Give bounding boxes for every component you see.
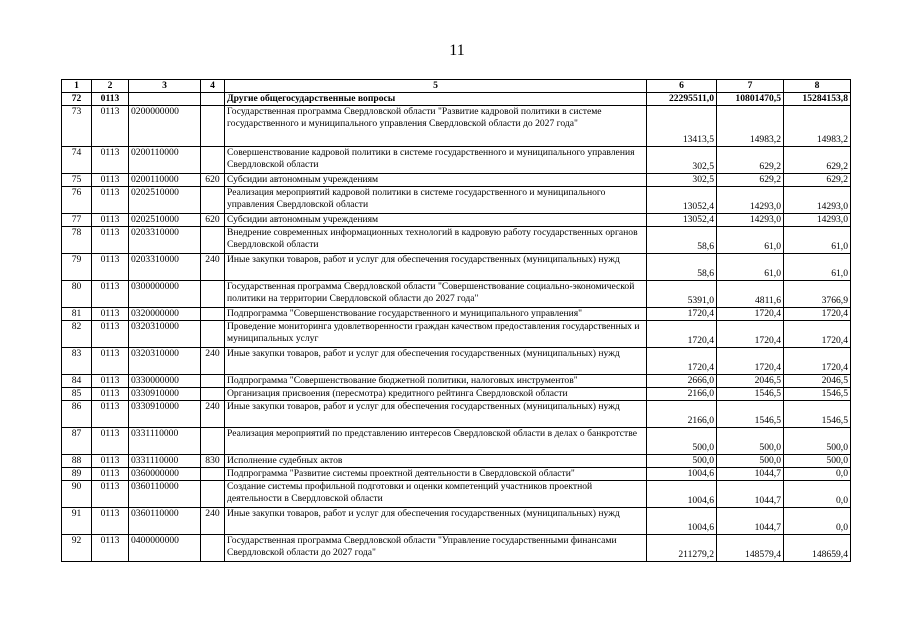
- section-code-cell: 0113: [92, 535, 129, 562]
- table-row: [62, 174, 851, 187]
- expense-type-cell: 830: [201, 455, 225, 468]
- amount-col6-cell: 1004,6: [647, 508, 717, 535]
- item-name-cell: Реализация мероприятий по представлению интересов Свердловской области в делах о банкротстве: [225, 428, 647, 455]
- row-number-cell: 90: [62, 481, 92, 508]
- target-code-cell: 0300000000: [129, 281, 201, 308]
- target-code-cell: 0200110000: [129, 147, 201, 174]
- amount-col6-cell: 1004,6: [647, 481, 717, 508]
- item-name-cell: Проведение мониторинга удовлетворенности граждан качеством предоставления государственных и муниципальных услуг: [225, 321, 647, 348]
- section-code-cell: 0113: [92, 348, 129, 375]
- item-name-cell: Реализация мероприятий кадровой политики в системе государственного и муниципального управления Свердловской области: [225, 187, 647, 214]
- column-header: 2: [92, 80, 129, 93]
- item-name-cell: Другие общегосударственные вопросы: [225, 93, 647, 106]
- amount-col7-cell: 2046,5: [717, 375, 784, 388]
- amount-col6-cell: 302,5: [647, 147, 717, 174]
- table-row: [62, 227, 851, 254]
- amount-col7-cell: 10801470,5: [717, 93, 784, 106]
- section-code-cell: 0113: [92, 308, 129, 321]
- amount-col7-cell: 629,2: [717, 147, 784, 174]
- item-name-cell: Совершенствование кадровой политики в системе государственного и муниципального управления Свердловской области: [225, 147, 647, 174]
- expense-type-cell: [201, 428, 225, 455]
- table-row: [62, 321, 851, 348]
- expense-type-cell: 240: [201, 254, 225, 281]
- item-name-cell: Внедрение современных информационных технологий в кадровую работу государственных органов Свердловской области: [225, 227, 647, 254]
- amount-col6-cell: 13413,5: [647, 106, 717, 147]
- row-number-cell: 78: [62, 227, 92, 254]
- column-header: 3: [129, 80, 201, 93]
- amount-col8-cell: 61,0: [784, 227, 851, 254]
- amount-col7-cell: 14293,0: [717, 214, 784, 227]
- amount-col6-cell: 1720,4: [647, 348, 717, 375]
- expense-type-cell: 240: [201, 348, 225, 375]
- target-code-cell: [129, 93, 201, 106]
- row-number-cell: 79: [62, 254, 92, 281]
- table-row: [62, 401, 851, 428]
- item-name-cell: Подпрограмма "Развитие системы проектной деятельности в Свердловской области": [225, 468, 647, 481]
- column-header: 4: [201, 80, 225, 93]
- table-row: [62, 375, 851, 388]
- row-number-cell: 81: [62, 308, 92, 321]
- target-code-cell: 0320310000: [129, 321, 201, 348]
- table-row: [62, 348, 851, 375]
- expense-type-cell: [201, 147, 225, 174]
- row-number-cell: 76: [62, 187, 92, 214]
- expense-type-cell: [201, 388, 225, 401]
- amount-col6-cell: 211279,2: [647, 535, 717, 562]
- target-code-cell: 0330000000: [129, 375, 201, 388]
- page-number: 11: [449, 42, 465, 59]
- amount-col8-cell: 629,2: [784, 174, 851, 187]
- target-code-cell: 0320310000: [129, 348, 201, 375]
- section-code-cell: 0113: [92, 481, 129, 508]
- row-number-cell: 77: [62, 214, 92, 227]
- expense-type-cell: [201, 375, 225, 388]
- row-number-cell: 88: [62, 455, 92, 468]
- row-number-cell: 86: [62, 401, 92, 428]
- amount-col6-cell: 500,0: [647, 428, 717, 455]
- target-code-cell: 0360000000: [129, 468, 201, 481]
- amount-col8-cell: 15284153,8: [784, 93, 851, 106]
- amount-col7-cell: 1044,7: [717, 508, 784, 535]
- amount-col8-cell: 14983,2: [784, 106, 851, 147]
- amount-col7-cell: 629,2: [717, 174, 784, 187]
- section-code-cell: 0113: [92, 106, 129, 147]
- section-code-cell: 0113: [92, 214, 129, 227]
- amount-col8-cell: 14293,0: [784, 214, 851, 227]
- table-row: [62, 428, 851, 455]
- section-code-cell: 0113: [92, 428, 129, 455]
- section-code-cell: 0113: [92, 455, 129, 468]
- table-row: [62, 468, 851, 481]
- column-header: 6: [647, 80, 717, 93]
- table-row: [62, 147, 851, 174]
- item-name-cell: Государственная программа Свердловской области "Совершенствование социально-экономической политики на территории Свердловской области до 2027 года": [225, 281, 647, 308]
- table-row: [62, 455, 851, 468]
- target-code-cell: 0202510000: [129, 187, 201, 214]
- table-row: [62, 254, 851, 281]
- section-code-cell: 0113: [92, 401, 129, 428]
- table-row: [62, 281, 851, 308]
- target-code-cell: 0200000000: [129, 106, 201, 147]
- amount-col8-cell: 629,2: [784, 147, 851, 174]
- amount-col7-cell: 500,0: [717, 455, 784, 468]
- item-name-cell: Субсидии автономным учреждениям: [225, 174, 647, 187]
- amount-col6-cell: 500,0: [647, 455, 717, 468]
- amount-col7-cell: 1720,4: [717, 321, 784, 348]
- amount-col7-cell: 14293,0: [717, 187, 784, 214]
- table-row: [62, 214, 851, 227]
- amount-col8-cell: 14293,0: [784, 187, 851, 214]
- amount-col6-cell: 1720,4: [647, 321, 717, 348]
- row-number-cell: 75: [62, 174, 92, 187]
- table-row: [62, 93, 851, 106]
- table-row: [62, 388, 851, 401]
- amount-col7-cell: 1546,5: [717, 388, 784, 401]
- expense-type-cell: [201, 227, 225, 254]
- amount-col8-cell: 3766,9: [784, 281, 851, 308]
- row-number-cell: 87: [62, 428, 92, 455]
- table-row: [62, 508, 851, 535]
- row-number-cell: 91: [62, 508, 92, 535]
- amount-col7-cell: 1720,4: [717, 308, 784, 321]
- target-code-cell: 0202510000: [129, 214, 201, 227]
- expense-type-cell: [201, 187, 225, 214]
- item-name-cell: Исполнение судебных актов: [225, 455, 647, 468]
- amount-col8-cell: 61,0: [784, 254, 851, 281]
- column-header: 8: [784, 80, 851, 93]
- target-code-cell: 0320000000: [129, 308, 201, 321]
- amount-col7-cell: 61,0: [717, 227, 784, 254]
- table-row: [62, 481, 851, 508]
- section-code-cell: 0113: [92, 321, 129, 348]
- amount-col7-cell: 61,0: [717, 254, 784, 281]
- table-row: [62, 106, 851, 147]
- section-code-cell: 0113: [92, 254, 129, 281]
- amount-col6-cell: 58,6: [647, 254, 717, 281]
- item-name-cell: Иные закупки товаров, работ и услуг для обеспечения государственных (муниципальных) нужд: [225, 348, 647, 375]
- section-code-cell: 0113: [92, 375, 129, 388]
- expense-type-cell: [201, 321, 225, 348]
- item-name-cell: Государственная программа Свердловской области "Развитие кадровой политики в системе государственного и муниципального управления Свердловской области до 2027 года": [225, 106, 647, 147]
- budget-table: [61, 79, 851, 562]
- amount-col7-cell: 4811,6: [717, 281, 784, 308]
- target-code-cell: 0360110000: [129, 508, 201, 535]
- amount-col8-cell: 500,0: [784, 428, 851, 455]
- row-number-cell: 89: [62, 468, 92, 481]
- row-number-cell: 73: [62, 106, 92, 147]
- target-code-cell: 0330910000: [129, 401, 201, 428]
- target-code-cell: 0400000000: [129, 535, 201, 562]
- item-name-cell: Субсидии автономным учреждениям: [225, 214, 647, 227]
- amount-col6-cell: 22295511,0: [647, 93, 717, 106]
- amount-col6-cell: 2166,0: [647, 401, 717, 428]
- row-number-cell: 83: [62, 348, 92, 375]
- row-number-cell: 82: [62, 321, 92, 348]
- section-code-cell: 0113: [92, 468, 129, 481]
- item-name-cell: Иные закупки товаров, работ и услуг для обеспечения государственных (муниципальных) нужд: [225, 401, 647, 428]
- expense-type-cell: [201, 281, 225, 308]
- target-code-cell: 0360110000: [129, 481, 201, 508]
- target-code-cell: 0331110000: [129, 428, 201, 455]
- amount-col8-cell: 1720,4: [784, 321, 851, 348]
- item-name-cell: Подпрограмма "Совершенствование бюджетной политики, налоговых инструментов": [225, 375, 647, 388]
- column-header: 5: [225, 80, 647, 93]
- expense-type-cell: [201, 308, 225, 321]
- amount-col8-cell: 148659,4: [784, 535, 851, 562]
- amount-col7-cell: 500,0: [717, 428, 784, 455]
- expense-type-cell: [201, 468, 225, 481]
- amount-col8-cell: 1720,4: [784, 308, 851, 321]
- amount-col6-cell: 5391,0: [647, 281, 717, 308]
- target-code-cell: 0330910000: [129, 388, 201, 401]
- target-code-cell: 0200110000: [129, 174, 201, 187]
- amount-col8-cell: 1546,5: [784, 401, 851, 428]
- section-code-cell: 0113: [92, 508, 129, 535]
- column-header: 7: [717, 80, 784, 93]
- table-body: [62, 93, 851, 562]
- amount-col6-cell: 1004,6: [647, 468, 717, 481]
- row-number-cell: 80: [62, 281, 92, 308]
- amount-col6-cell: 2666,0: [647, 375, 717, 388]
- table-row: [62, 535, 851, 562]
- amount-col6-cell: 1720,4: [647, 308, 717, 321]
- table-header: [62, 80, 851, 93]
- section-code-cell: 0113: [92, 281, 129, 308]
- target-code-cell: 0203310000: [129, 254, 201, 281]
- table-row: [62, 187, 851, 214]
- amount-col6-cell: 13052,4: [647, 187, 717, 214]
- section-code-cell: 0113: [92, 174, 129, 187]
- expense-type-cell: 240: [201, 508, 225, 535]
- row-number-cell: 85: [62, 388, 92, 401]
- expense-type-cell: [201, 481, 225, 508]
- amount-col7-cell: 1720,4: [717, 348, 784, 375]
- amount-col6-cell: 302,5: [647, 174, 717, 187]
- row-number-cell: 74: [62, 147, 92, 174]
- amount-col8-cell: 0,0: [784, 468, 851, 481]
- amount-col8-cell: 500,0: [784, 455, 851, 468]
- section-code-cell: 0113: [92, 227, 129, 254]
- row-number-cell: 92: [62, 535, 92, 562]
- expense-type-cell: [201, 93, 225, 106]
- amount-col8-cell: 1720,4: [784, 348, 851, 375]
- expense-type-cell: [201, 106, 225, 147]
- item-name-cell: Организация присвоения (пересмотра) кредитного рейтинга Свердловской области: [225, 388, 647, 401]
- section-code-cell: 0113: [92, 147, 129, 174]
- amount-col7-cell: 148579,4: [717, 535, 784, 562]
- expense-type-cell: [201, 535, 225, 562]
- target-code-cell: 0203310000: [129, 227, 201, 254]
- amount-col7-cell: 14983,2: [717, 106, 784, 147]
- column-header: 1: [62, 80, 92, 93]
- amount-col6-cell: 2166,0: [647, 388, 717, 401]
- expense-type-cell: 620: [201, 174, 225, 187]
- item-name-cell: Государственная программа Свердловской области "Управление государственными финансами Свердловской области до 2027 года": [225, 535, 647, 562]
- expense-type-cell: 240: [201, 401, 225, 428]
- table-row: [62, 308, 851, 321]
- amount-col8-cell: 2046,5: [784, 375, 851, 388]
- amount-col8-cell: 1546,5: [784, 388, 851, 401]
- amount-col7-cell: 1546,5: [717, 401, 784, 428]
- item-name-cell: Подпрограмма "Совершенствование государственного и муниципального управления": [225, 308, 647, 321]
- row-number-cell: 84: [62, 375, 92, 388]
- item-name-cell: Создание системы профильной подготовки и оценки компетенций участников проектной деятельности в Свердловской области: [225, 481, 647, 508]
- amount-col8-cell: 0,0: [784, 481, 851, 508]
- item-name-cell: Иные закупки товаров, работ и услуг для обеспечения государственных (муниципальных) нужд: [225, 508, 647, 535]
- row-number-cell: 72: [62, 93, 92, 106]
- section-code-cell: 0113: [92, 93, 129, 106]
- amount-col7-cell: 1044,7: [717, 468, 784, 481]
- item-name-cell: Иные закупки товаров, работ и услуг для обеспечения государственных (муниципальных) нужд: [225, 254, 647, 281]
- target-code-cell: 0331110000: [129, 455, 201, 468]
- amount-col8-cell: 0,0: [784, 508, 851, 535]
- amount-col6-cell: 13052,4: [647, 214, 717, 227]
- amount-col6-cell: 58,6: [647, 227, 717, 254]
- section-code-cell: 0113: [92, 388, 129, 401]
- expense-type-cell: 620: [201, 214, 225, 227]
- amount-col7-cell: 1044,7: [717, 481, 784, 508]
- section-code-cell: 0113: [92, 187, 129, 214]
